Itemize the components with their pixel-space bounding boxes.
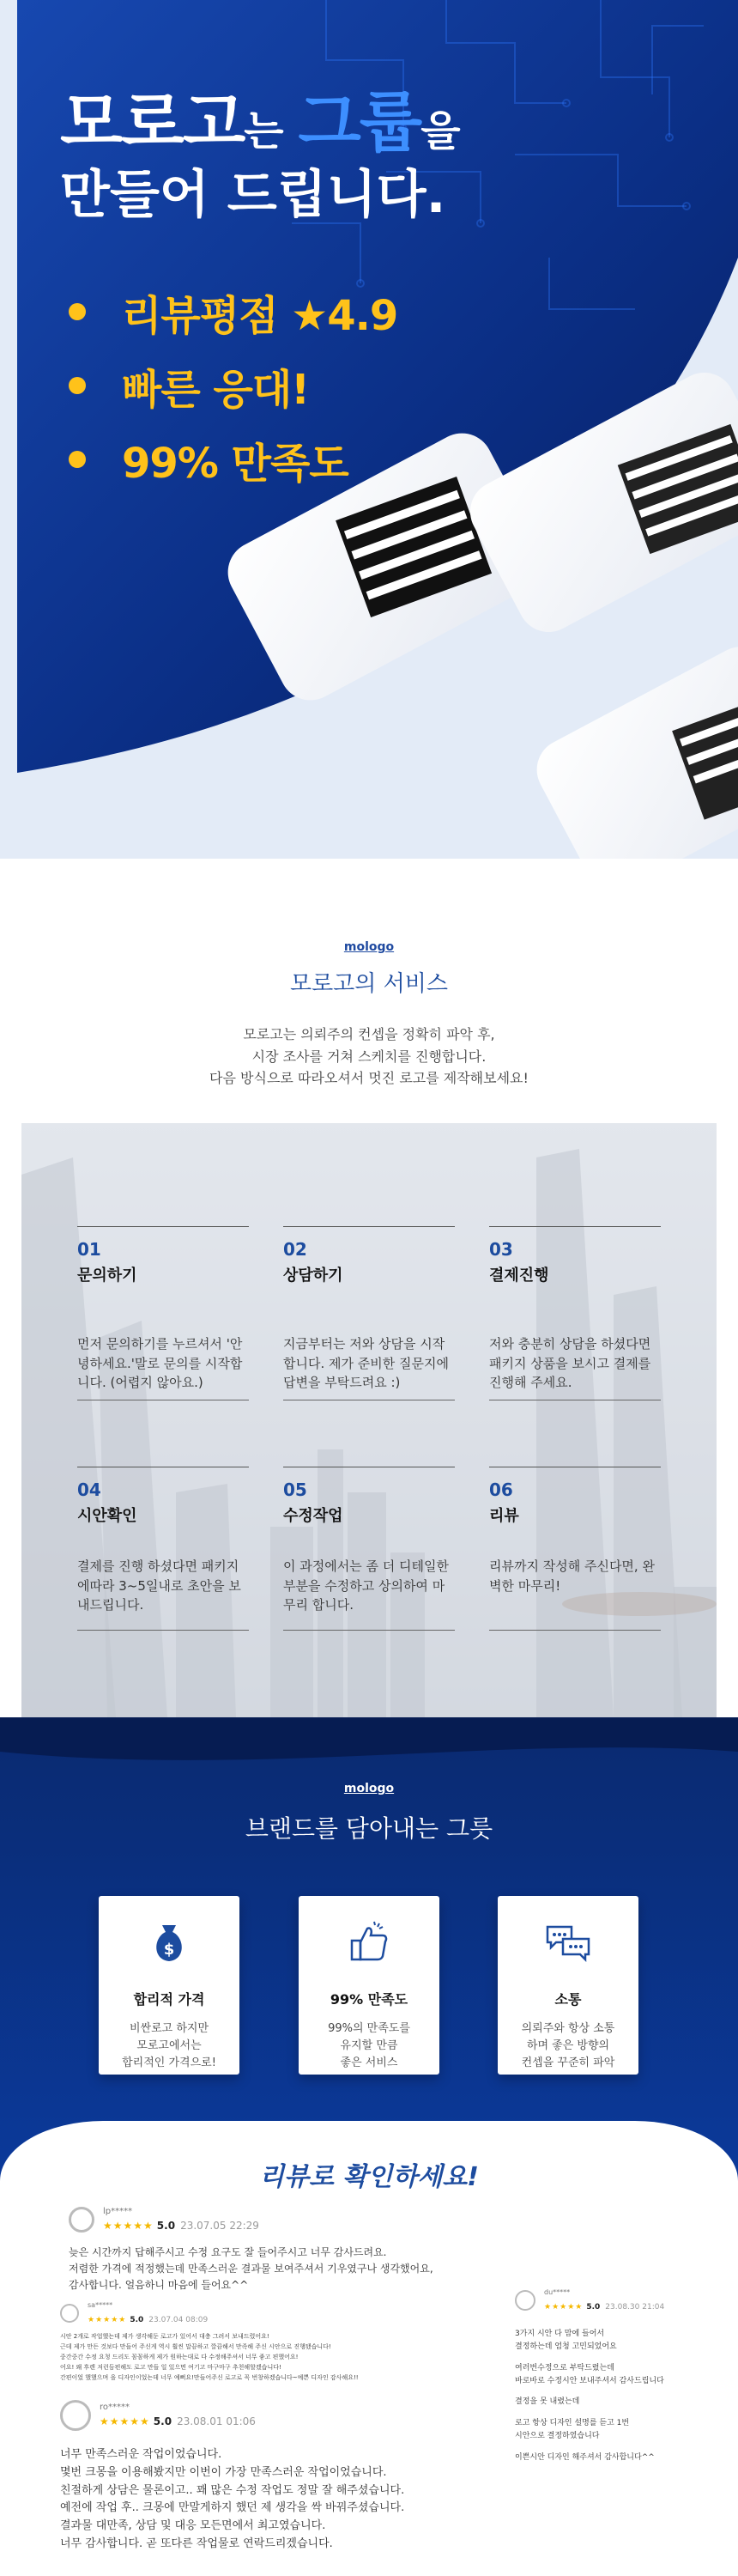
avatar xyxy=(515,2290,535,2311)
review-user: du***** xyxy=(544,2288,571,2296)
hero-title-line2: 만들어 드립니다. xyxy=(60,165,446,225)
step-name: 리뷰 xyxy=(489,1507,519,1525)
hero-bullet-rating: 리뷰평점 ★4.9 xyxy=(69,275,397,349)
star-rating-icon: ★★★★★ xyxy=(544,2303,584,2312)
feature-card-text: 의뢰주와 항상 소통 하며 좋은 방향의 컨셉을 꾸준히 파악 xyxy=(521,2022,615,2070)
feature-card-text: 비싼로고 하지만 모로고에서는 합리적인 가격으로! xyxy=(122,2022,216,2070)
service-step-3 xyxy=(489,1226,661,1390)
step-name: 수정작업 xyxy=(283,1507,343,1525)
thumbs-up-icon xyxy=(345,1918,393,1966)
bullet-dot-icon xyxy=(69,303,86,320)
chat-bubbles-icon xyxy=(544,1918,592,1966)
review-score: 5.0 xyxy=(156,2220,176,2232)
service-step-4 xyxy=(77,1467,249,1613)
feature-card-text: 99%의 만족도를 유지할 만큼 좋은 서비스 xyxy=(328,2022,410,2070)
review-user: ro***** xyxy=(100,2403,130,2412)
review-card-2 xyxy=(60,2301,472,2383)
review-card-3 xyxy=(60,2400,523,2554)
review-user: sa***** xyxy=(88,2301,113,2309)
step-name: 상담하기 xyxy=(283,1267,343,1285)
feature-card-title: 합리적 가격 xyxy=(133,1991,205,2008)
review-card-4 xyxy=(515,2288,687,2464)
hero-title-group: 그룹 xyxy=(298,84,421,161)
reviews-section xyxy=(0,2121,738,2576)
feature-card-price xyxy=(99,1896,239,2075)
services-header xyxy=(0,940,738,1090)
step-number: 01 xyxy=(77,1239,101,1260)
hero-title-brand: 모로고 xyxy=(60,84,245,161)
avatar xyxy=(69,2207,94,2233)
step-name: 문의하기 xyxy=(77,1267,137,1285)
reviews-title: 리뷰로 확인하세요! xyxy=(259,2162,479,2192)
step-text: 지금부터는 저와 상담을 시작합니다. 제가 준비한 질문지에 답변을 부탁드려요 :) xyxy=(283,1336,449,1390)
step-text: 리뷰까지 작성해 주신다면, 완벽한 마무리! xyxy=(489,1558,655,1594)
step-text: 먼저 문의하기를 누르셔서 '안녕하세요.'말로 문의를 시작합니다. (어렵지 않아요.) xyxy=(77,1336,243,1390)
hero-title-particle: 는 xyxy=(244,107,299,155)
feature-card-satisfaction xyxy=(299,1896,439,2075)
services-title: 모로고의 서비스 xyxy=(289,971,449,997)
svg-text:$: $ xyxy=(163,1941,175,1959)
hero-bullet-satisfaction: 99% 만족도 xyxy=(69,422,397,496)
step-divider xyxy=(77,1226,249,1227)
features-brand-link[interactable]: mologo xyxy=(343,1782,395,1795)
service-step-6 xyxy=(489,1467,661,1594)
review-date: 23.07.05 22:29 xyxy=(180,2220,259,2232)
services-brand-link[interactable]: mologo xyxy=(343,940,395,954)
step-divider-bottom xyxy=(283,1630,455,1631)
review-date: 23.08.01 01:06 xyxy=(177,2415,256,2427)
service-step-1 xyxy=(77,1226,249,1390)
review-score: 5.0 xyxy=(153,2415,172,2427)
step-text: 저와 충분히 상담을 하셨다면 패키지 상품을 보시고 결제를 진행해 주세요. xyxy=(489,1336,651,1390)
hero-bullet-response: 빠른 응대! xyxy=(69,349,397,422)
review-body: 늦은 시간까지 답해주시고 수정 요구도 잘 들어주시고 너무 감사드려요. 저렴한 가격에 적정했는데 만족스러운 결과물 보여주셔서 기우였구나 생각했어요, 감사합니다. 얼음하니 마음에 들어요^^ xyxy=(69,2246,433,2292)
step-number: 04 xyxy=(77,1479,101,1500)
money-bag-icon xyxy=(145,1918,193,1966)
services-steps-panel xyxy=(21,1123,717,1717)
review-date: 23.07.04 08:09 xyxy=(148,2316,209,2324)
features-title: 브랜드를 담아내는 그릇 xyxy=(245,1814,493,1843)
avatar xyxy=(60,2400,91,2431)
services-description: 모로고는 의뢰주의 컨셉을 정확히 파악 후, 시장 조사를 거쳐 스케치를 진행합니다. 다음 방식으로 따라오셔서 멋진 로고를 제작해보세요! xyxy=(209,1026,529,1087)
review-card-1 xyxy=(69,2207,515,2294)
service-step-2 xyxy=(283,1226,455,1390)
step-number: 02 xyxy=(283,1239,307,1260)
review-score: 5.0 xyxy=(586,2303,601,2312)
step-number: 06 xyxy=(489,1479,513,1500)
step-text: 결제를 진행 하셨다면 패키지에따라 3~5일내로 초안을 보내드립니다. xyxy=(77,1558,241,1613)
service-step-5 xyxy=(283,1467,455,1613)
feature-card-communication xyxy=(498,1896,638,2075)
bullet-dot-icon xyxy=(69,377,86,394)
review-body: 너무 만족스러운 작업이었습니다. 몇번 크몽을 이용해봤지만 이번이 가장 만족스러운 작업이었습니다. 친절하게 상담은 물론이고.. 꽤 많은 수정 작업도 정말 잘 해주셨습니다. 예전에 작업 후.. 크몽에 만말게하지 했던 제 생각을 싹 바꿔주셨습니다. 결과물 대만족, 상담 및 대응 모든면에서 최고였습니다. 너무 감사합니다. 곧 또다른 작업물로 연락드리겠습니다. xyxy=(60,2448,405,2550)
hero-bullet-list xyxy=(69,275,397,496)
hero-title xyxy=(60,82,461,228)
step-number: 05 xyxy=(283,1479,307,1500)
step-name: 결제진행 xyxy=(489,1267,549,1285)
review-date: 23.08.30 21:04 xyxy=(605,2303,665,2312)
step-text: 이 과정에서는 좀 더 디테일한 부분을 수정하고 상의하여 마무리 합니다. xyxy=(283,1558,449,1613)
step-number: 03 xyxy=(489,1239,513,1260)
review-score: 5.0 xyxy=(130,2316,144,2324)
review-body: 3가지 시안 다 맘에 들어서 결정하는데 엄청 고민되었어요 여러번수정으로 부탁드렸는데 바로바로 수정시안 보내주셔서 감사드립니다 결정을 못 내렸는데 로고 항상 디자인 설명를 듣고 1번 시안으로 결정하였습니다 이쁜시안 디자인 해주셔서 감사합니다^^ xyxy=(515,2330,664,2462)
bullet-dot-icon xyxy=(69,451,86,468)
step-divider xyxy=(489,1226,661,1227)
step-divider-bottom xyxy=(77,1630,249,1631)
panel-overlay xyxy=(21,1123,717,1717)
star-rating-icon: ★★★★★ xyxy=(103,2220,154,2232)
step-name: 시안확인 xyxy=(77,1507,137,1525)
star-rating-icon: ★★★★★ xyxy=(100,2415,150,2427)
feature-card-title: 소통 xyxy=(554,1991,582,2008)
hero-title-particle-2: 을 xyxy=(420,107,461,155)
star-rating-icon: ★★★★★ xyxy=(88,2316,127,2324)
review-user: lp***** xyxy=(103,2207,133,2216)
hero-section xyxy=(0,0,738,859)
review-body: 시안 2개로 작업했는데 제가 생각해둔 로고가 있어서 대충 그려서 보내드렸어요! 근데 제가 만든 것보다 만들어 주신게 역시 훨씬 말끔하고 깔끔해서 만족해 주신 시안으로 진행됐습니다! 중간중간 수정 요청 드리도 꼼꼼하게 제가 원하는대로 다 수정해주셔서 너무 좋고 편했어요! 어요! 왜 후렌 저런듬편해도 로고 만들 일 있으면 여기고 마구마구 추천해할겠습니다! 간편이었 했했으며 을 디자인이었는데 너무 예뻐요!만들어주신 로고로 꼭 번창하겠습니다~예쁜 디자인 감사해요!! xyxy=(60,2333,359,2381)
avatar xyxy=(60,2304,79,2323)
step-divider-bottom xyxy=(489,1630,661,1631)
step-divider xyxy=(283,1226,455,1227)
feature-card-title: 99% 만족도 xyxy=(330,1991,408,2008)
